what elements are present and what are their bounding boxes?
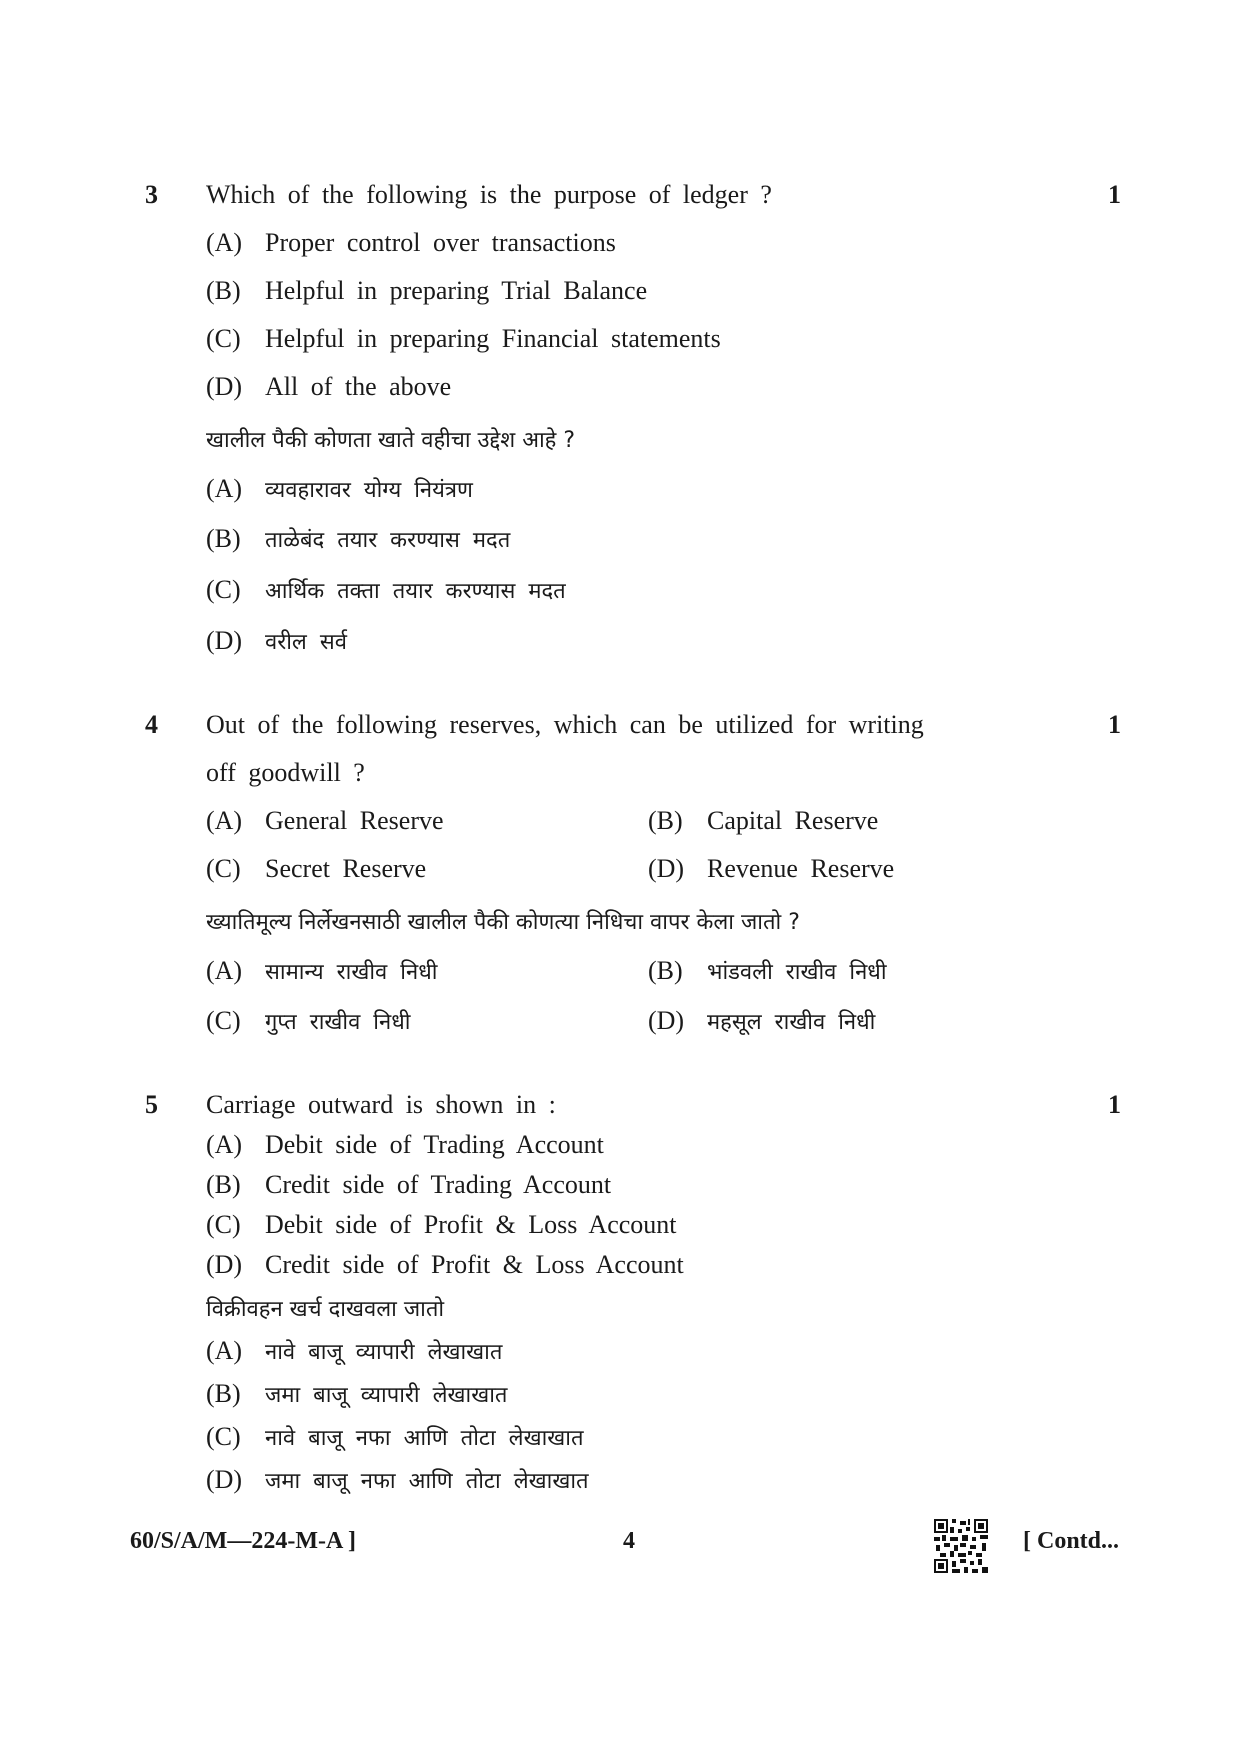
question-text: Carriage outward is shown in : [206, 1090, 556, 1119]
option-b-marathi [206, 524, 510, 554]
option-c-marathi [206, 575, 566, 605]
question-text-marathi: विक्रीवहन खर्च दाखवला जातो [206, 1297, 445, 1322]
option-label: (C) [206, 575, 241, 604]
option-label: (B) [206, 1170, 241, 1199]
option-d [206, 1250, 684, 1280]
option-text: Proper control over transactions [265, 228, 616, 257]
option-label: (D) [206, 1465, 243, 1494]
option-label: (A) [206, 474, 243, 503]
option-text: जमा बाजू नफा आणि तोटा लेखाखात [265, 1469, 589, 1494]
option-b [648, 806, 878, 836]
option-text: गुप्त राखीव निधी [265, 1010, 411, 1035]
option-label: (B) [206, 276, 241, 305]
option-text: Revenue Reserve [707, 854, 895, 883]
question-text-line2: off goodwill ? [206, 758, 365, 787]
option-label: (A) [206, 228, 243, 257]
option-text: Helpful in preparing Trial Balance [265, 276, 648, 305]
option-text: All of the above [265, 372, 452, 401]
option-label: (D) [206, 1250, 243, 1279]
option-b-marathi [206, 1379, 507, 1409]
question-text-line1: Out of the following reserves, which can be utilized for writing [206, 710, 924, 739]
option-text: वरील सर्व [265, 630, 347, 655]
question-marks: 1 [1108, 180, 1121, 209]
option-b [206, 1170, 611, 1200]
question-number: 3 [145, 180, 158, 209]
option-text: General Reserve [265, 806, 444, 835]
option-a [206, 228, 616, 258]
option-text: ताळेबंद तयार करण्यास मदत [265, 528, 511, 553]
option-text: महसूल राखीव निधी [707, 1010, 876, 1035]
option-a-marathi [206, 1336, 502, 1366]
option-d-marathi [206, 626, 347, 656]
option-text: Credit side of Profit & Loss Account [265, 1250, 684, 1279]
question-number: 5 [145, 1090, 158, 1119]
option-label: (D) [648, 854, 685, 883]
option-d-marathi [206, 1465, 589, 1495]
option-label: (A) [206, 1336, 243, 1365]
option-text: सामान्य राखीव निधी [265, 960, 438, 985]
option-label: (D) [206, 372, 243, 401]
option-label: (C) [206, 1006, 241, 1035]
question-marks: 1 [1108, 710, 1121, 739]
option-label: (C) [206, 1422, 241, 1451]
option-d [206, 372, 451, 402]
option-d-marathi [648, 1006, 875, 1036]
option-c [206, 1210, 677, 1240]
option-label: (B) [648, 806, 683, 835]
option-label: (B) [648, 956, 683, 985]
option-a-marathi [206, 956, 437, 986]
option-text: Helpful in preparing Financial statements [265, 324, 721, 353]
option-label: (B) [206, 524, 241, 553]
option-text: Capital Reserve [707, 806, 879, 835]
option-text: व्यवहारावर योग्य नियंत्रण [265, 478, 473, 503]
option-label: (A) [206, 956, 243, 985]
qr-code-icon [934, 1519, 988, 1573]
option-text: Credit side of Trading Account [265, 1170, 612, 1199]
option-c [206, 854, 426, 884]
option-label: (A) [206, 1130, 243, 1159]
option-text: आर्थिक तक्ता तयार करण्यास मदत [265, 579, 566, 604]
option-label: (B) [206, 1379, 241, 1408]
question-text-marathi: ख्यातिमूल्य निर्लेखनसाठी खालील पैकी कोणत्या निधिचा वापर केला जातो ? [206, 910, 800, 935]
page-number: 4 [623, 1528, 635, 1554]
option-text: जमा बाजू व्यापारी लेखाखात [265, 1383, 508, 1408]
option-label: (C) [206, 854, 241, 883]
contd-label: [ Contd... [1023, 1528, 1120, 1554]
option-text: भांडवली राखीव निधी [707, 960, 887, 985]
option-label: (C) [206, 1210, 241, 1239]
option-label: (D) [648, 1006, 685, 1035]
option-c [206, 324, 721, 354]
question-marks: 1 [1108, 1090, 1121, 1119]
question-number: 4 [145, 710, 158, 739]
option-label: (A) [206, 806, 243, 835]
option-text: Secret Reserve [265, 854, 427, 883]
question-text-marathi: खालील पैकी कोणता खाते वहीचा उद्देश आहे ? [206, 428, 576, 453]
option-b-marathi [648, 956, 887, 986]
paper-code: 60/S/A/M—224-M-A ] [130, 1528, 356, 1554]
option-d [648, 854, 894, 884]
option-a [206, 1130, 604, 1160]
option-label: (D) [206, 626, 243, 655]
option-text: Debit side of Profit & Loss Account [265, 1210, 677, 1239]
option-label: (C) [206, 324, 241, 353]
option-text: नावे बाजू व्यापारी लेखाखात [265, 1340, 503, 1365]
option-text: नावे बाजू नफा आणि तोटा लेखाखात [265, 1426, 584, 1451]
option-b [206, 276, 647, 306]
option-a [206, 806, 444, 836]
option-c-marathi [206, 1422, 584, 1452]
option-a-marathi [206, 474, 473, 504]
question-text: Which of the following is the purpose of ledger ? [206, 180, 772, 209]
option-text: Debit side of Trading Account [265, 1130, 604, 1159]
option-c-marathi [206, 1006, 410, 1036]
